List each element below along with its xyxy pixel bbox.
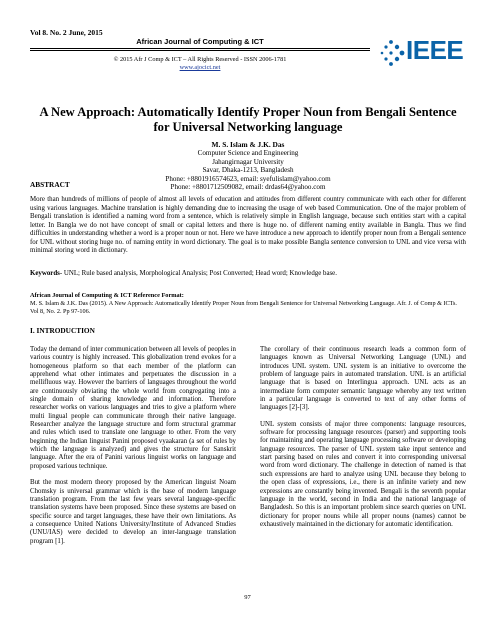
title-line-2: for Universal Networking language bbox=[153, 119, 343, 134]
affiliation bbox=[36, 149, 460, 192]
keywords-label: Keywords bbox=[30, 270, 60, 277]
journal-name: African Journal of Computing & ICT bbox=[136, 37, 264, 46]
keywords-text: - UNL; Rule based analysis, Morphological Analysis; Post Converted; Head word; Knowledge base. bbox=[59, 270, 337, 277]
title-line-1: A New Approach: Automatically Identify Proper Noun from Bengali Sentence bbox=[39, 105, 457, 119]
header-rule-bottom bbox=[30, 50, 370, 51]
right-column bbox=[260, 346, 466, 537]
header-rule-top bbox=[30, 48, 370, 49]
ieee-logo-text: IEEE bbox=[406, 35, 464, 65]
reference-format-title: African Journal of Computing & ICT Reference Format: bbox=[30, 292, 184, 299]
authors: M. S. Islam & J.K. Das bbox=[211, 140, 285, 149]
affiliation-line: Phone: +8801916574623, email: syefulislam@yahoo.com bbox=[165, 174, 331, 183]
introduction-heading: I. INTRODUCTION bbox=[30, 326, 95, 335]
paragraph: UNL system consists of major three components: language resources, software for processing language resources (parser) and supporting tools for maintaining and operating language processing software or developing language resources. The parser of UNL system take input sentence and start parsing based on rules and convert it into corresponding universal word from word dictionary. The challenge in detection of named is that such expressions are hard to analyze using UNL because they belong to the open class of expressions, i.e., there is an infinite variety and new expressions are constantly being invented. Bengali is the seventh popular language in the world, second in India and the national language of Bangladesh. So this is an important problem since search queries on UNL dictionary for proper nouns while all proper nouns (names) cannot be exhaustively maintained in the dictionary for automatic identification. bbox=[260, 420, 466, 528]
copyright-line: © 2015 Afr J Comp & ICT – All Rights Reserved - ISSN 2006-1781 bbox=[113, 56, 287, 63]
paper-title bbox=[36, 105, 460, 134]
abstract-heading: ABSTRACT bbox=[30, 180, 70, 189]
paragraph: But the most modern theory proposed by the American linguist Noam Chomsky is universal grammar which is the base of modern language translation program. From the last few years several language-specific translation systems have been proposed. Since these systems are based on specific source and target languages, these have their own limitations. As a consequence United Nations University/Institute of Advanced Studies (UNU/IAS) were decided to develop an inter-language translation program [1]. bbox=[30, 479, 236, 545]
journal-url-link[interactable]: www.ajocict.net bbox=[179, 64, 221, 71]
volume-line: Vol 8. No. 2 June, 2015 bbox=[30, 28, 103, 37]
affiliation-line: Savar, Dhaka-1213, Bangladesh bbox=[202, 166, 294, 175]
affiliation-line: Jahangirnagar University bbox=[212, 157, 284, 166]
affiliation-line: Phone: +8801712509082, email: drdas64@yahoo.com bbox=[170, 183, 326, 192]
keywords bbox=[30, 270, 466, 277]
affiliation-line: Computer Science and Engineering bbox=[197, 149, 299, 157]
left-column bbox=[30, 346, 236, 554]
page-number: 97 bbox=[244, 594, 251, 601]
reference-format-text: M. S. Islam & J.K. Das (2015). A New Approach: Automatically Identify Proper Noun from Bengali Sentence for Universal Networking Language. Afr. J. of Comp & ICTs. Vol 8, No. 2. Pp 97-106. bbox=[30, 300, 457, 315]
abstract-text: More than hundreds of millions of people of almost all levels of education and attitudes from different country communicate with each other for different using various languages. Machine translation is highly demanding due to increasing the usage of web based Communication. One of the major problem of Bengali translation is identified a naming word from a sentence, which is relatively simple in English language, because such entities start with a capital letter. In Bangla we do not have concept of small or capital letters and there is huge no. of different naming entity available in Bangla. Thus we find difficulties in understanding whether a word is a proper noun or not. Here we have introduce a new approach to identify proper noun from a Bengali sentence for UNL without storing huge no. of naming entity in word dictionary. The goal is to make possible Bangla sentence conversion to UNL and vice versa with minimal storing word in dictionary. bbox=[30, 196, 466, 254]
paragraph: Today the demand of inter communication between all levels of peoples in various country is highly increased. This globalization trend evokes for a homogeneous platform so that each member of the platform can apprehend what other intimates and perpetuates the discussion in a mellifluous way. However the barriers of languages throughout the world are continuously obviating the whole world from congregating into a single domain of sharing knowledge and information. Therefore researcher works on various languages and tries to give a platform where multi lingual people can communicate through their native language. Researcher analyze the language structure and form structural grammar and rules which used to translate one language to other. From the very beginning the Indian linguist Panini proposed vyaakaran (a set of rules by which the language is analyzed) and gives the structure for Sanskrit language. After the era of Panini various linguist works on language and proposed various technique. bbox=[30, 346, 236, 470]
paragraph: The corollary of their continuous research leads a common form of languages known as Universal Networking Language (UNL) and introduces UNL system. UNL system is an initiative to overcome the problem of language pairs in automated translation. UNL is an artificial language that is based on Interlingua approach. UNL acts as an intermediate form computer semantic language whereby any text written in a particular language is converted to text of any other forms of languages [2]-[3]. bbox=[260, 346, 466, 412]
